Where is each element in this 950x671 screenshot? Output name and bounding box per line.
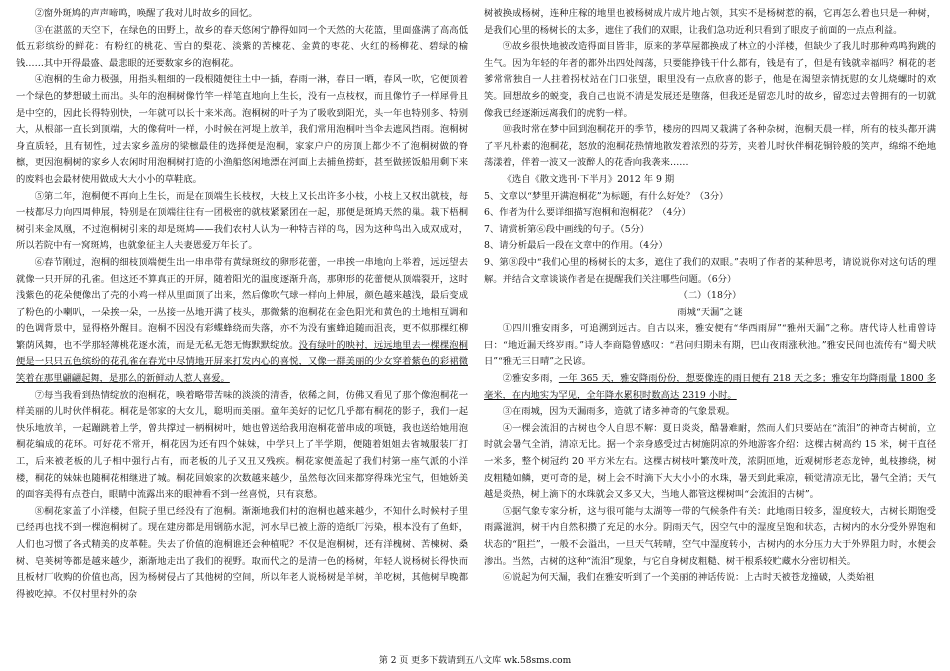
- paragraph-7: ⑦每当我看到热情绽放的泡桐花，唤着略带苦味的淡淡的清香，依稀之间，仿佛又看见了那个像泡桐花一样美丽的儿时伙伴桐花。桐花是邻家的大女儿，聪明而美丽。童年美好的记忆几乎都有桐花的影子，我们一起快乐地放羊，一起蹦跳着上学，曾共撑过一柄桐树叶，她也曾送给我用泡桐花蕾串成的项链，我也送给她用泡桐花编成的花环。可好花不常开，桐花因为还有四个妹妹，中学只上了半学期，便随着姐姐去省城服装厂打工，后来被老板的儿子相中强行占有，而老板的儿子又丑又残疾。桐花家便盖起了我们村第一座气派的小洋楼，桐花的妹妹也随桐花相继进了城。桐花回娘家的次数越来越少，虽然每次回来都穿得珠光宝气，但她娇美的面容美得有点苍白，眼睛中流露出来的眼神看不到一丝喜悦，只有哀愁。: [16, 389, 468, 501]
- article-paragraph-5: ⑤据气象专家分析，这与很可能与太湖等一带的气候条件有关：此地雨日较多，湿度较大，古树长期饱受雨露滋润，树干内自然积攒了充足的水分。阴雨天气，因空气中的湿度呈饱和状态，古树内的水分受外界饱和状态的“阻拦”，一般不会溢出，一旦天气转晴，空气中湿度转小，古树内的水分压力大于外界阻力时，水便会渗出。当然，古树的这种“流泪”现象，与它自身树皮粗糙、树干根系较贮藏水分密切相关。: [484, 505, 936, 567]
- question-6: 6、作者为什么要详细描写泡桐和泡桐花？（4分）: [484, 207, 692, 219]
- paragraph-6: [16, 255, 468, 388]
- paragraph-8: ⑧桐花家盖了小洋楼，但院子里已经没有了泡桐。渐渐地我们村的泡桐也越来越少，不知什么时候村子里已经再也找不到一棵泡桐树了。现在建房都是用钢筋水泥，河水早已被上游的造纸厂污染，根本没有了鱼虾，人们也习惯了各式精美的皮革鞋。失去了价值的泡桐谁还会种植呢？不仅是泡桐树，还有洋槐树、苦楝树、桑树、皂荚树等都是越来越少，渐渐地走出了我们的视野。取而代之的是清一色的杨树，年轻人说杨树长得快而且板材厂收购的价值也高，因为杨树侵占了其他树的空间，所以年老人说杨树是羊树，羊吃树，其他树早晚都得被吃掉。不仅村里村外的杂: [16, 505, 468, 600]
- paragraph-8-continued: 树被换成杨树，连种庄稼的地里也被杨树成片成片地占领，其实不是杨树惹的祸，它再怎么着也只是一种树，是我们心里的杨树长的太多，遮住了我们的双眼，让我们急功近利只看到了眼皮子前面的一点点利益。: [484, 8, 936, 36]
- paragraph-6-text: ⑥春节刚过，泡桐的细枝顶端便生出一串串带有黄绿斑纹的卵形花蕾，一串挨一串地向上举着，远远望去就像一只开屏的孔雀。但这还不算真正的开屏，随着阳光的温度逐渐升高，那卵形的花蕾便从顶端裂开，这时浅紫色的花朵便像出了壳的小鸡一样从里面顶了出来，然后像吹气球一样向上伸展，颜色越来越浅，最后变成了粉色的小喇叭，一朵挨一朵，一丛接一丛地开满了枝头，那微紫的泡桐花在金色阳光和黄色的土地相互调和的色调背景中，显得格外醒目。泡桐不因没有彩蝶蜂绕而失落，亦不为没有蜜蜂追随而沮丧，更不似那棵红柳繁荫风舞，也不学那轻薄桃花逐水流，而是无私无怨无悔默默绽放。: [16, 256, 468, 351]
- article-paragraph-1: ①四川雅安雨多，可追溯到远古。自古以来，雅安便有“华西雨屏”“雅州天漏”之称。唐代诗人杜甫曾诗曰：“地近漏天终岁雨。”诗人李商隐曾感叹：“君问归期未有期，巴山夜雨涨秋池。”雅安民间也流传有“蜀犬吠日”“雅无三日晴”之民谚。: [484, 323, 936, 368]
- article-title: 雨城“天漏”之谜: [677, 306, 743, 318]
- question-8: 8、请分析最后一段在文章中的作用。（4分）: [484, 240, 668, 252]
- question-9: 9、第⑧段中“我们心里的杨树长的太多，遮住了我们的双眼。”表明了作者的某种思考，请说说你对这句话的理解。并结合文章谈谈作者是在提醒我们关注哪些问题。（6分）: [484, 256, 936, 285]
- source-citation: 《选自《散文选刊·下半月》2012 年 9 期: [502, 173, 675, 185]
- article-paragraph-2: [484, 371, 936, 404]
- paragraph-3: ③在湛蓝的天空下，在绿色的田野上，故乡的春天悠闲宁静得如同一个天然的大花篮，里面盛满了高高低低五彩缤纷的鲜花：有粉红的桃花、雪白的梨花、淡紫的苦楝花、金黄的枣花、火红的杨柳花、碧绿的榆钱……其中开得最盛、最悲眼的还要数家乡的泡桐花。: [16, 24, 468, 69]
- paragraph-10: ⑩我时常在梦中回到泡桐花开的季节，楼房的四周又栽满了各种杂树，泡桐天晨一样，所有的枝头都开满了平凡朴素的泡桐花，怒放的泡桐花热情地散发着浓烈的芬芳，夹着儿时伙伴桐花铜铃般的笑声，绵绵不绝地荡漾着，伴着一波又一波醉人的花香向我袭来……: [484, 124, 936, 169]
- paragraph-9: ⑨故乡很快地被改造得面目皆非，原来的茅草屋都换成了林立的小洋楼，但缺少了我儿时那种鸡鸣狗跳的生气。因为年轻的年者的都外出四处闯荡，只要能挣钱干什么都有，钱是有了，但是有钱就幸福吗？桐花的老爹常常独自一人拄着拐杖站在门口张望，眼里没有一点欣喜的影子，他是在渴望亲情抚慰的女儿烧螺时的欢笑。回想故乡的蜕变，我自己也说不清是发展还是堕落，但我还是留恋儿时的故乡，留恋过去曾拥有的一切就像我已经逐渐远离我们的虎豹一样。: [484, 41, 936, 119]
- left-column: [16, 6, 468, 603]
- article-underlined-sentence: 一年 365 天，雅安降雨份份，想要像连的雨日便有 218 天之多；雅安年均降雨量 1800 多毫米，在内地实为罕见，全年降水累积时数高达 2319 小时。: [484, 373, 936, 401]
- article-paragraph-2-text: ②雅安多雨，: [502, 373, 559, 385]
- article-paragraph-3: ③在雨城，因为天漏雨多，造就了诸多神奇的气象景观。: [502, 406, 736, 418]
- article-paragraph-6: ⑥说起为何天漏，我们在雅安听到了一个美丽的神话传说：上古时天被苍龙撞破，人类始祖: [502, 572, 875, 584]
- article-paragraph-4: ④一棵会流泪的古树也令人自思不解：夏日炎炎，酷暑难耐，然而人们只要站在“流泪”的神奇古树前，立时就会暑气全消，清凉无比。据一个亲身感受过古树施阴凉的外地游客介绍：这棵古树高约 15 米，树干直径一米多，整个树冠约 20 平方米左右。这棵古树枝叶繁茂叶茂，浓阴匝地，近观树形老态龙钟，虬枝掺绕，树皮粗糙如鳞，更可奇的是，树上会不时滴下大大小小的水珠，暑天到此乘凉，顿觉清凉无比，暑气全消；天气越是炎热，树上滴下的水珠就会又多又大，当地人都管这棵树叫“会流泪的古树”。: [484, 422, 936, 501]
- question-7: 7、请赏析第⑥段中画线的句子。（5分）: [484, 223, 650, 235]
- paragraph-2: ②窗外斑鸠的声声啼鸣，唤醒了我对儿时故乡的回忆。: [34, 8, 258, 19]
- underlined-sentence: 没有绿叶的映衬，远远地里去一棵棵泡桐便是一只只五色缤纷的花孔雀在春光中尽情地开屏来打发内心的喜悦，又像一群美丽的少女穿着紫色的彩裙微笑着在那里翩翩起舞，是那么的新鲜动人惹人喜爱。: [16, 339, 468, 385]
- right-column: [484, 6, 936, 587]
- question-5: 5、文章以“梦里开满泡桐花”为标题，有什么好处？（3分）: [484, 190, 729, 202]
- paragraph-4: ④泡桐的生命力极强，用指头粗细的一段根随便往土中一插，春雨一淋，春日一晒，春风一吹，它便顶着一个绿色的梦想破土而出。头年的泡桐树像竹竿一样笔直地向上生长，没有一点枝杈，而且像竹子一样犀骨且是中空的，因此长得特别快，一年就可以长十来米高。泡桐树的叶子为了吸收到阳光，头一年也特别多、特别大，从根部一直长到顶端，大的像荷叶一样，小时候在河堤上放羊，我们常用泡桐叶当伞去遮风挡雨。泡桐树身直质轻，且有韧性，过去家乡盖房的梁檩最佳的选择便是泡桐，家家户户的房顶上都少不了泡桐树做的脊檩，更因泡桐树的家乡人农闲时用泡桐树打造的小渔船悠闲地漂在河面上去捕鱼捞虾，甚至做搓饭船用剩下来的废料也会最材使用做成大大小小的草鞋底。: [16, 74, 468, 185]
- page-footer: 第 2 页 更多下载请到五八文库 wk.58sms.com: [378, 656, 572, 666]
- section-heading: （二）（18分）: [678, 290, 742, 302]
- paragraph-5: ⑤第二年，泡桐便不再向上生长，而是在顶端生长枝杈，大枝上又长出许多小枝，小枝上又权出就枝，每一枝都尽力向四周伸展，特别是在顶端往往有一团极密的就枝紧紧团在一起，那便是斑鸠天然的巢。栽下梧桐树引来金凤凰，不过泡桐树引来的却是斑鸠——我们农村人认为一种特吉祥的鸟，因为这种鸟出入成双成对，所以若院中有一窝斑鸠，也就象征主人夫妻恩爱万年长了。: [16, 190, 468, 252]
